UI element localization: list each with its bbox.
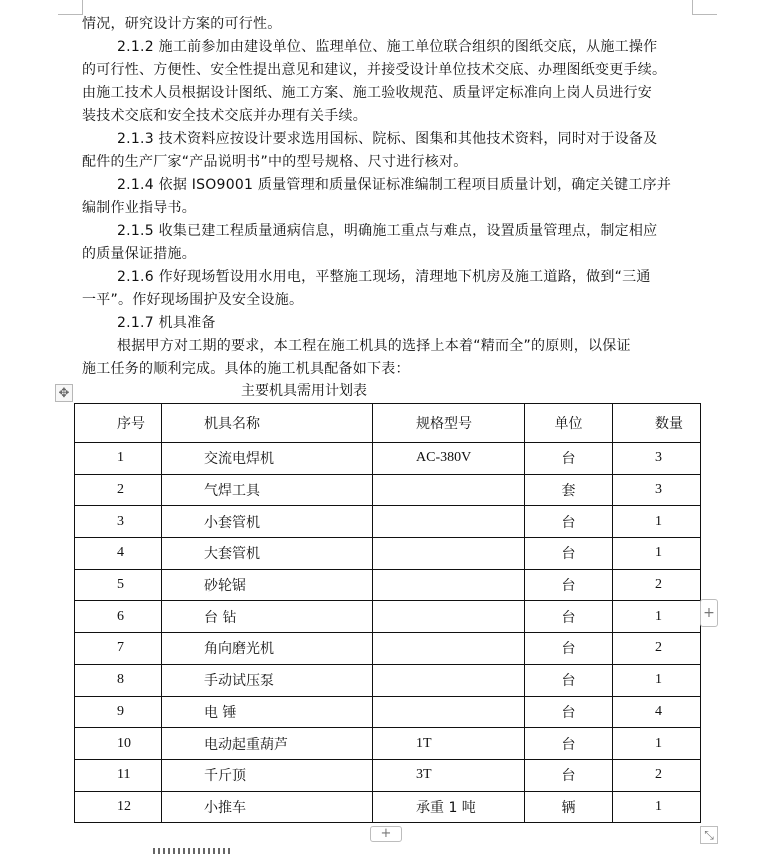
- table-cell-index: 10: [75, 728, 162, 760]
- table-cell-spec: 3T: [373, 759, 525, 791]
- table-cell-name: 小套管机: [162, 506, 373, 538]
- paragraph-line-4: 由施工技术人员根据设计图纸、施工方案、施工验收规范、质量评定标准向上岗人员进行安: [82, 85, 652, 101]
- table-cell-index: 6: [75, 601, 162, 633]
- table-cell-name: 角向磨光机: [162, 633, 373, 665]
- table-cell-unit: 台: [525, 633, 613, 665]
- paragraph-line-2: 2.1.2 施工前参加由建设单位、监理单位、施工单位联合组织的图纸交底，从施工操作: [117, 39, 658, 55]
- table-cell-spec: [373, 538, 525, 570]
- table-cell-spec: 承重 1 吨: [373, 791, 525, 823]
- table-cell-quantity: 1: [613, 791, 701, 823]
- table-cell-unit: 台: [525, 538, 613, 570]
- table-header-row: [75, 404, 701, 443]
- table-cell-quantity: 4: [613, 696, 701, 728]
- paragraph-line-8: 2.1.4 依据 ISO9001 质量管理和质量保证标准编制工程项目质量计划，确定关键工序并: [117, 177, 672, 193]
- table-cell-name: 大套管机: [162, 538, 373, 570]
- table-cell-spec: [373, 633, 525, 665]
- paragraph-line-14: 2.1.7 机具准备: [117, 315, 216, 331]
- paragraph-line-13: 一平”。作好现场围护及安全设施。: [82, 292, 304, 308]
- table-cell-index: 7: [75, 633, 162, 665]
- page-corner-left: [58, 0, 83, 15]
- table-cell-unit: 台: [525, 443, 613, 475]
- table-cell-index: 3: [75, 506, 162, 538]
- table-cell-name: 砂轮锯: [162, 569, 373, 601]
- table-cell-spec: [373, 569, 525, 601]
- header-quantity: 数量: [613, 404, 701, 443]
- table-cell-quantity: 2: [613, 569, 701, 601]
- table-cell-quantity: 1: [613, 664, 701, 696]
- table-cell-spec: [373, 474, 525, 506]
- table-cell-index: 11: [75, 759, 162, 791]
- table-cell-unit: 台: [525, 759, 613, 791]
- table-cell-unit: 台: [525, 664, 613, 696]
- table-cell-index: 12: [75, 791, 162, 823]
- table-cell-name: 气焊工具: [162, 474, 373, 506]
- table-row: [75, 759, 701, 791]
- table-row: [75, 506, 701, 538]
- equipment-table: [74, 403, 701, 823]
- table-cell-quantity: 3: [613, 474, 701, 506]
- table-row: [75, 728, 701, 760]
- table-cell-unit: 台: [525, 696, 613, 728]
- table-cell-spec: [373, 664, 525, 696]
- paragraph-line-15: 根据甲方对工期的要求，本工程在施工机具的选择上本着“精而全”的原则，以保证: [117, 338, 631, 354]
- table-row: [75, 601, 701, 633]
- header-spec: 规格型号: [373, 404, 525, 443]
- table-row: [75, 791, 701, 823]
- paragraph-line-7: 配件的生产厂家“产品说明书”中的型号规格、尺寸进行核对。: [82, 154, 468, 170]
- table-cell-index: 5: [75, 569, 162, 601]
- table-cell-quantity: 1: [613, 728, 701, 760]
- table-cell-name: 交流电焊机: [162, 443, 373, 475]
- table-cell-index: 2: [75, 474, 162, 506]
- table-cell-unit: 台: [525, 569, 613, 601]
- table-row: [75, 633, 701, 665]
- header-name: 机具名称: [162, 404, 373, 443]
- table-cell-name: 电 锤: [162, 696, 373, 728]
- table-cell-name: 台 钻: [162, 601, 373, 633]
- table-cell-spec: [373, 696, 525, 728]
- table-cell-quantity: 1: [613, 506, 701, 538]
- paragraph-line-3: 的可行性、方便性、安全性提出意见和建议，并接受设计单位技术交底、办理图纸变更手续。: [82, 62, 667, 78]
- table-row: [75, 664, 701, 696]
- table-cell-index: 4: [75, 538, 162, 570]
- table-resize-icon[interactable]: ⤡: [700, 826, 718, 844]
- paragraph-line-9: 编制作业指导书。: [82, 200, 196, 216]
- paragraph-line-12: 2.1.6 作好现场暂设用水用电，平整施工现场，清理地下机房及施工道路，做到“三通: [117, 269, 651, 285]
- table-cell-quantity: 2: [613, 633, 701, 665]
- table-cell-quantity: 3: [613, 443, 701, 475]
- table-cell-name: 千斤顶: [162, 759, 373, 791]
- table-cell-index: 9: [75, 696, 162, 728]
- table-row: [75, 569, 701, 601]
- table-cell-quantity: 1: [613, 601, 701, 633]
- table-cell-unit: 台: [525, 601, 613, 633]
- table-cell-quantity: 2: [613, 759, 701, 791]
- paragraph-line-6: 2.1.3 技术资料应按设计要求选用国标、院标、图集和其他技术资料，同时对于设备及: [117, 131, 658, 147]
- header-unit: 单位: [525, 404, 613, 443]
- paragraph-line-16: 施工任务的顺利完成。具体的施工机具配备如下表：: [82, 361, 410, 377]
- table-cell-spec: [373, 506, 525, 538]
- table-row: [75, 474, 701, 506]
- table-cell-unit: 套: [525, 474, 613, 506]
- table-row: [75, 443, 701, 475]
- table-cell-quantity: 1: [613, 538, 701, 570]
- cropped-next-line: [153, 848, 231, 854]
- table-title: 主要机具需用计划表: [241, 383, 367, 399]
- table-cell-name: 小推车: [162, 791, 373, 823]
- table-row: [75, 538, 701, 570]
- table-cell-name: 电动起重葫芦: [162, 728, 373, 760]
- table-cell-unit: 台: [525, 506, 613, 538]
- table-cell-spec: 1T: [373, 728, 525, 760]
- table-cell-index: 8: [75, 664, 162, 696]
- paragraph-line-10: 2.1.5 收集已建工程质量通病信息，明确施工重点与难点，设置质量管理点，制定相应: [117, 223, 658, 239]
- paragraph-line-1: 情况，研究设计方案的可行性。: [82, 16, 282, 32]
- paragraph-line-11: 的质量保证措施。: [82, 246, 196, 262]
- table-cell-spec: [373, 601, 525, 633]
- paragraph-line-5: 装技术交底和安全技术交底并办理有关手续。: [82, 108, 367, 124]
- header-index: 序号: [75, 404, 162, 443]
- table-row: [75, 696, 701, 728]
- table-cell-index: 1: [75, 443, 162, 475]
- table-cell-unit: 台: [525, 728, 613, 760]
- table-cell-name: 手动试压泵: [162, 664, 373, 696]
- table-cell-spec: AC-380V: [373, 443, 525, 475]
- add-column-button[interactable]: +: [700, 599, 718, 627]
- table-move-icon[interactable]: ✥: [55, 384, 73, 402]
- add-row-button[interactable]: +: [370, 826, 402, 842]
- table-cell-unit: 辆: [525, 791, 613, 823]
